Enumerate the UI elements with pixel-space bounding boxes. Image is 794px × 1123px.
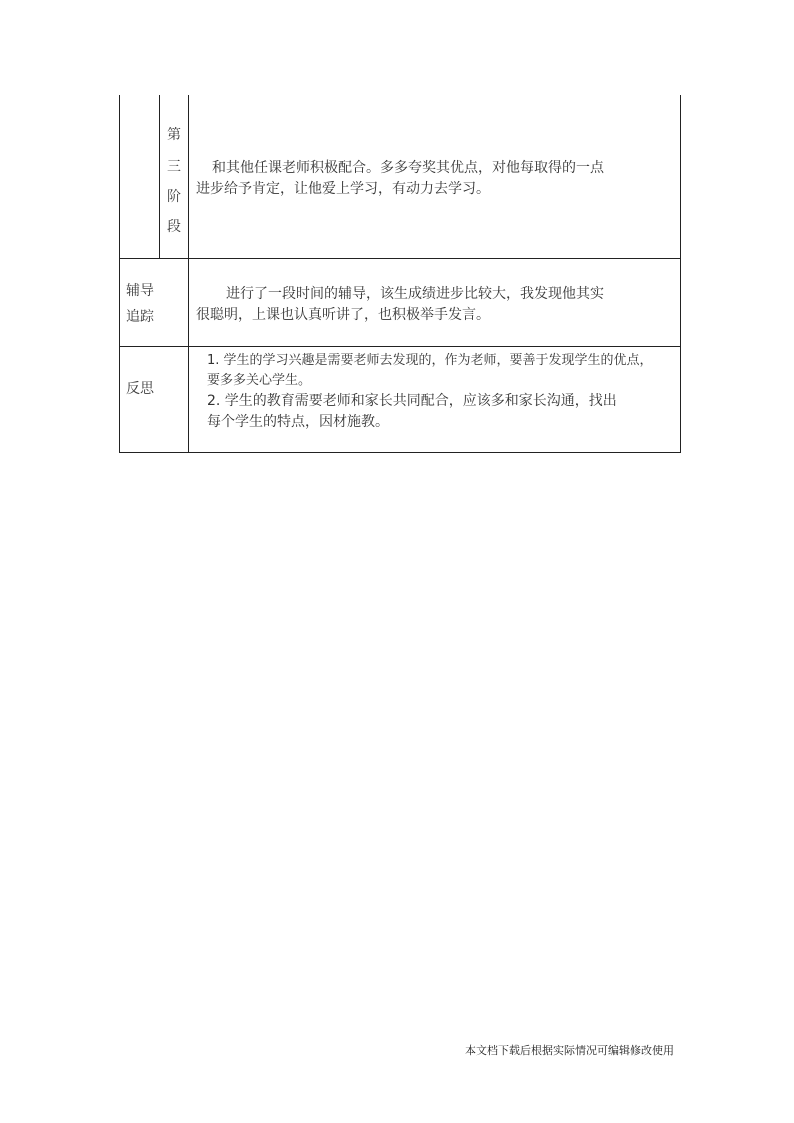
stage3-content-line: 和其他任课老师积极配合。多多夸奖其优点，对他每取得的一点	[212, 160, 604, 176]
reflection-content-line: 要多多关心学生。	[207, 373, 312, 388]
tracking-content-line: 进行了一段时间的辅导，该生成绩进步比较大，我发现他其实	[226, 286, 604, 302]
reflection-content-line: 每个学生的特点，因材施教。	[207, 414, 389, 430]
table-border-right	[680, 95, 681, 453]
table-row-divider-1	[119, 258, 681, 259]
stage-label-char: 段	[167, 219, 181, 235]
reflection-content-line: 1. 学生的学习兴趣是需要老师去发现的，作为老师，要善于发现学生的优点，	[207, 353, 653, 368]
stage-label-char: 阶	[167, 189, 181, 205]
tracking-label-line: 辅导	[126, 283, 154, 299]
table-border-bottom	[119, 452, 681, 453]
tracking-label-line: 追踪	[126, 309, 154, 325]
reflection-label: 反思	[126, 381, 154, 397]
tracking-content-line: 很聪明，上课也认真听讲了，也积极举手发言。	[196, 307, 490, 323]
stage3-content-line: 进步给予肯定，让他爱上学习，有动力去学习。	[196, 181, 490, 197]
reflection-content-line: 2. 学生的教育需要老师和家长共同配合，应该多和家长沟通，找出	[207, 393, 617, 409]
footer-note: 本文档下载后根据实际情况可编辑修改使用	[465, 1044, 674, 1057]
table-row-divider-2	[119, 346, 681, 347]
stage-label-char: 三	[167, 159, 181, 175]
stage-label-char: 第	[167, 127, 181, 143]
